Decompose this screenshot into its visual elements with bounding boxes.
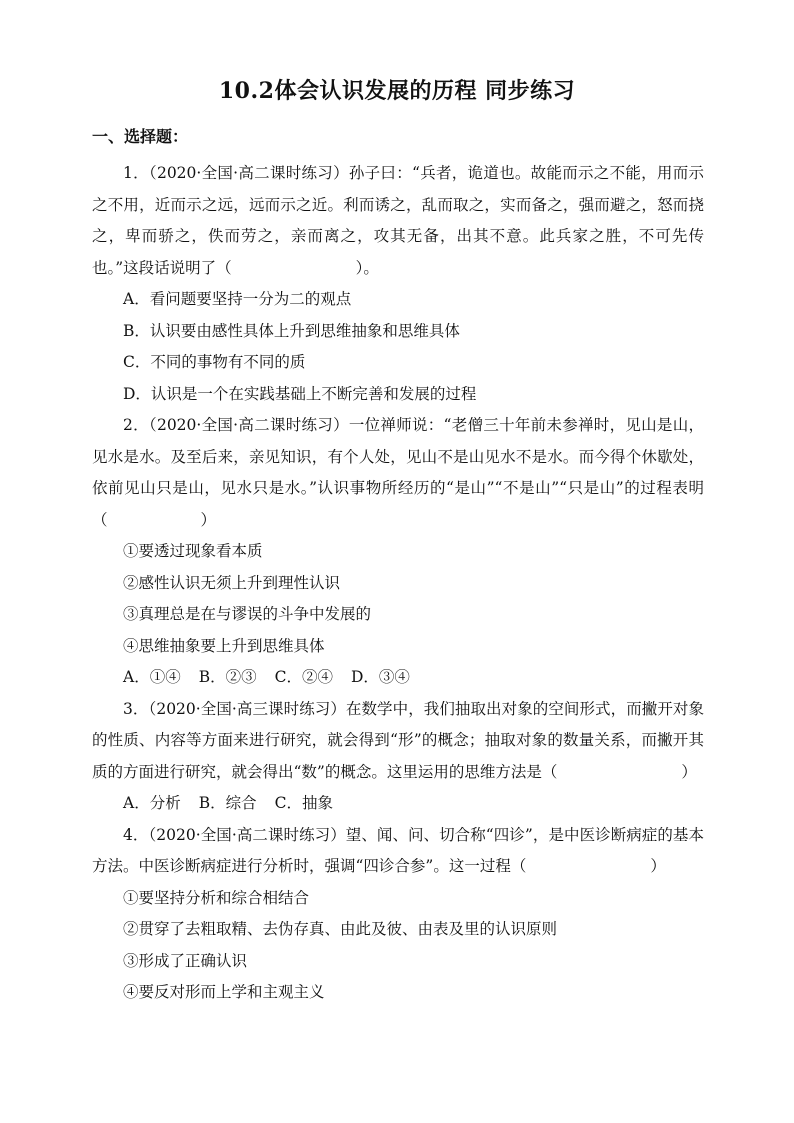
answer-choice: B．综合	[198, 794, 257, 812]
questions-container	[92, 158, 704, 1009]
statement-item: ①要坚持分析和综合相结合	[123, 888, 310, 907]
answer-choice: A．分析	[123, 794, 181, 812]
answer-option: C．不同的事物有不同的质	[123, 353, 306, 371]
question-3	[92, 694, 704, 820]
answer-choice: C．抽象	[274, 794, 333, 812]
statement-item: ②感性认识无须上升到理性认识	[123, 573, 341, 592]
answer-choice: C．②④	[274, 668, 333, 686]
choice-row	[92, 662, 704, 694]
answer-choice: B．②③	[198, 668, 257, 686]
statement-item: ①要透过现象看本质	[123, 542, 263, 560]
document-title: 10.2体会认识发展的历程 同步练习	[218, 78, 576, 104]
statement-item: ③形成了正确认识	[123, 951, 248, 970]
section-heading: 一、选择题：	[92, 127, 189, 146]
answer-option: A．看问题要坚持一分为二的观点	[123, 290, 352, 308]
question-1	[92, 158, 704, 410]
question-stem: 3．（2020·全国·高三课时练习）在数学中，我们抽取出对象的空间形式，而撇开对象的性质、内容等方面来进行研究，就会得到“形”的概念；抽取对象的数量关系，而撇开其质的方面进行研究，就会得出“数”的概念。这里运用的思维方法是（ ）	[92, 699, 704, 781]
answer-option: D．认识是一个在实践基础上不断完善和发展的过程	[123, 384, 477, 403]
statement-item: ②贯穿了去粗取精、去伪存真、由此及彼、由表及里的认识原则	[123, 920, 558, 938]
answer-option: B．认识要由感性具体上升到思维抽象和思维具体	[123, 321, 460, 340]
choice-row	[92, 788, 704, 820]
question-stem: 4．（2020·全国·高二课时练习）望、闻、问、切合称“四诊”，是中医诊断病症的基本方法。中医诊断病症进行分析时，强调“四诊合参”。这一过程（ ）	[92, 825, 704, 875]
answer-choice: D．③④	[350, 668, 410, 686]
answer-choice: A．①④	[123, 668, 181, 686]
statement-item: ④要反对形而上学和主观主义	[123, 983, 325, 1001]
question-stem: 1．（2020·全国·高二课时练习）孙子曰：“兵者，诡道也。故能而示之不能，用而示之不用，近而示之远，远而示之近。利而诱之，乱而取之，实而备之，强而避之，怒而挠之，卑而骄之，佚而劳之，亲而离之，攻其无备，出其不意。此兵家之胜，不可先传也。”这段话说明了（ ）。	[92, 164, 704, 277]
statement-item: ④思维抽象要上升到思维具体	[123, 636, 325, 655]
statement-item: ③真理总是在与谬误的斗争中发展的	[123, 605, 372, 623]
question-stem: 2．（2020·全国·高二课时练习）一位禅师说：“老僧三十年前未参禅时，见山是山，见水是水。及至后来，亲见知识，有个人处，见山不是山见水不是水。而今得个休歇处，依前见山只是山，见水只是水。”认识事物所经历的“是山”“不是山”“只是山”的过程表明（ ）	[92, 416, 704, 529]
question-4	[92, 820, 704, 1009]
question-2	[92, 410, 704, 694]
